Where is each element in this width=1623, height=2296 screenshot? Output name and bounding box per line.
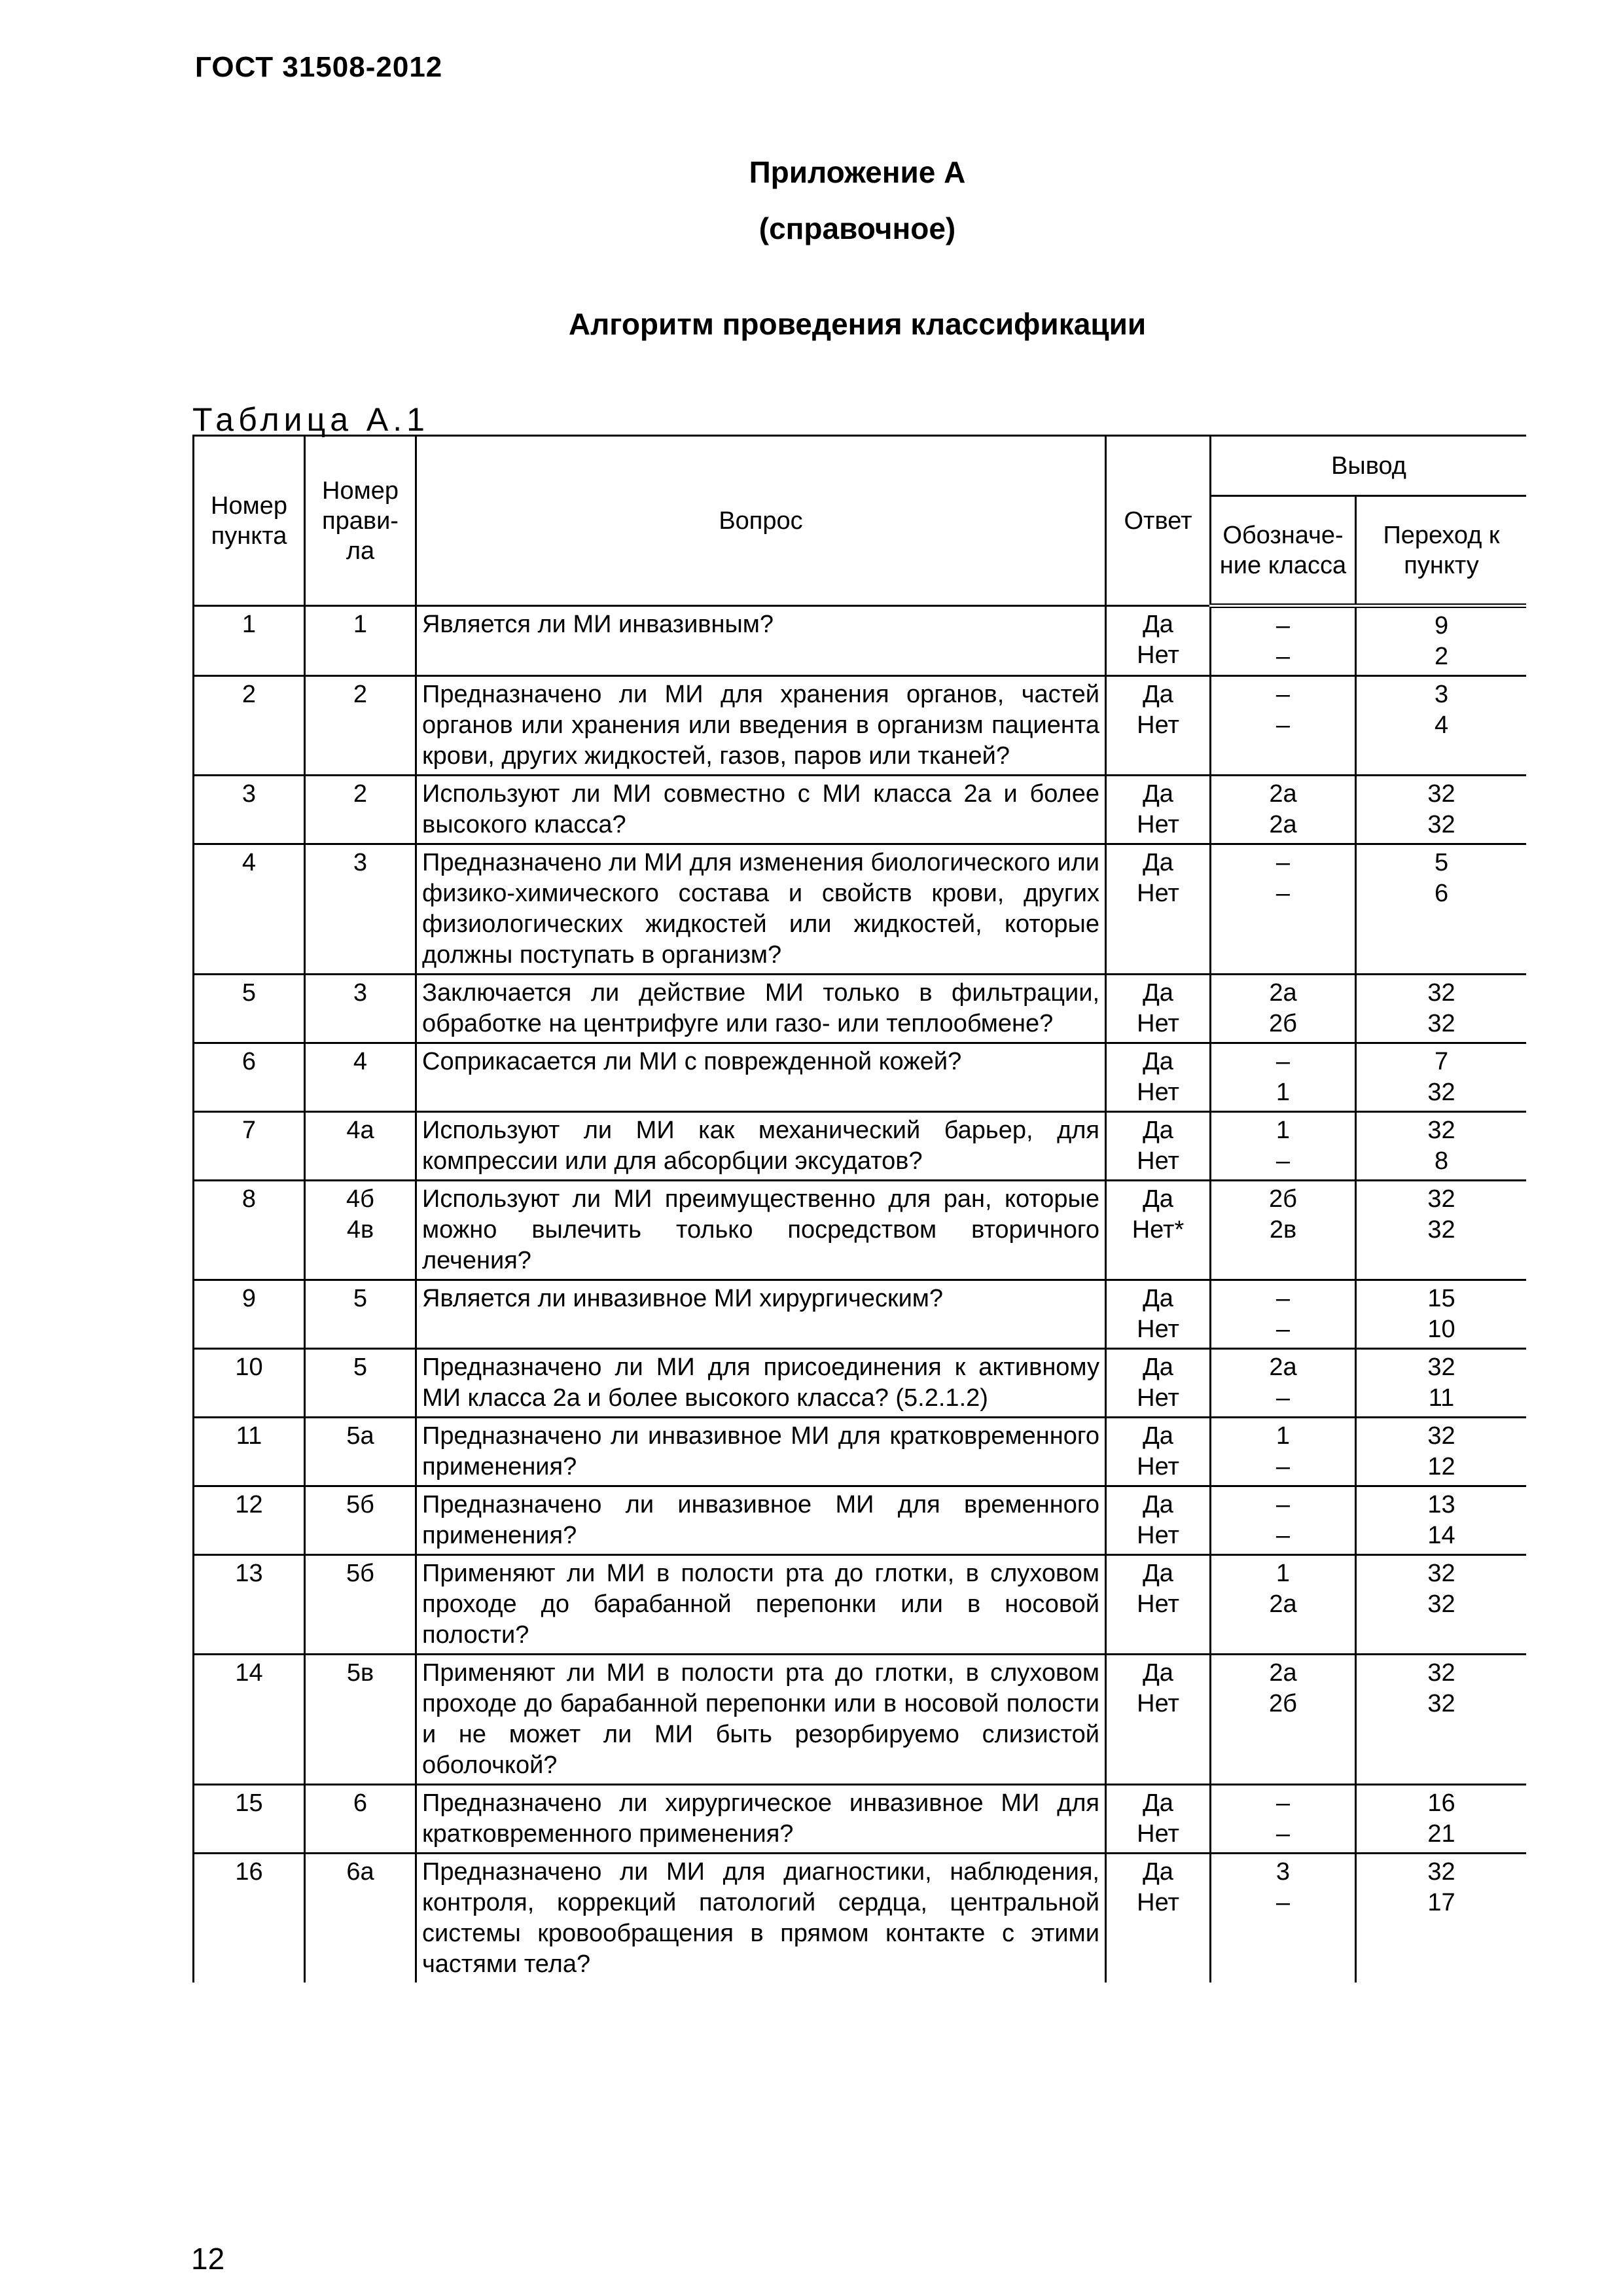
cell-rule-number: 6 bbox=[305, 1785, 416, 1854]
cell-rule-number: 5 bbox=[305, 1280, 416, 1349]
table-row bbox=[194, 1181, 1527, 1280]
cell-answer: Да Нет bbox=[1106, 1349, 1211, 1418]
cell-rule-number: 4б 4в bbox=[305, 1181, 416, 1280]
cell-goto-item: 7 32 bbox=[1356, 1043, 1527, 1112]
table-row bbox=[194, 1112, 1527, 1181]
cell-answer: Да Нет bbox=[1106, 1655, 1211, 1785]
cell-goto-item: 32 8 bbox=[1356, 1112, 1527, 1181]
cell-rule-number: 5а bbox=[305, 1418, 416, 1486]
cell-item-number: 9 bbox=[194, 1280, 305, 1349]
cell-answer: Да Нет bbox=[1106, 606, 1211, 676]
cell-class-designation: 1 2а bbox=[1211, 1555, 1356, 1655]
cell-rule-number: 5б bbox=[305, 1486, 416, 1555]
cell-rule-number: 4 bbox=[305, 1043, 416, 1112]
cell-answer: Да Нет bbox=[1106, 1785, 1211, 1854]
cell-question: Предназначено ли МИ для хранения органов, частей органов или хранения или введения в организм пациента крови, других жидкостей, газов, паров или тканей? bbox=[416, 676, 1106, 776]
cell-question: Заключается ли действие МИ только в фильтрации, обработке на центрифуге или газо- или теплообмене? bbox=[416, 975, 1106, 1043]
cell-question: Соприкасается ли МИ с поврежденной кожей? bbox=[416, 1043, 1106, 1112]
cell-rule-number: 3 bbox=[305, 975, 416, 1043]
cell-question: Предназначено ли МИ для изменения биологического или физико-химического состава и свойств крови, других физиологических жидкостей или жидкостей, которые должны поступать в организм? bbox=[416, 844, 1106, 975]
cell-item-number: 1 bbox=[194, 606, 305, 676]
cell-question: Предназначено ли МИ для диагностики, наблюдения, контроля, коррекций патологий сердца, центральной системы кровообращения в прямом контакте с этими частями тела? bbox=[416, 1854, 1106, 1983]
cell-item-number: 14 bbox=[194, 1655, 305, 1785]
cell-goto-item: 32 17 bbox=[1356, 1854, 1527, 1983]
table-caption: Таблица А.1 bbox=[192, 401, 429, 438]
cell-rule-number: 3 bbox=[305, 844, 416, 975]
cell-item-number: 8 bbox=[194, 1181, 305, 1280]
cell-item-number: 11 bbox=[194, 1418, 305, 1486]
cell-answer: Да Нет* bbox=[1106, 1181, 1211, 1280]
cell-item-number: 3 bbox=[194, 776, 305, 844]
table-row bbox=[194, 606, 1527, 676]
cell-answer: Да Нет bbox=[1106, 1486, 1211, 1555]
cell-item-number: 12 bbox=[194, 1486, 305, 1555]
cell-question: Используют ли МИ совместно с МИ класса 2а и более высокого класса? bbox=[416, 776, 1106, 844]
cell-goto-item: 9 2 bbox=[1356, 606, 1527, 676]
cell-class-designation: 2а – bbox=[1211, 1349, 1356, 1418]
table-row bbox=[194, 1655, 1527, 1785]
table-row bbox=[194, 1854, 1527, 1983]
page-number: 12 bbox=[191, 2242, 225, 2276]
cell-goto-item: 5 6 bbox=[1356, 844, 1527, 975]
cell-item-number: 6 bbox=[194, 1043, 305, 1112]
cell-rule-number: 5 bbox=[305, 1349, 416, 1418]
table-row bbox=[194, 776, 1527, 844]
cell-class-designation: – 1 bbox=[1211, 1043, 1356, 1112]
table-body bbox=[194, 606, 1527, 1983]
cell-rule-number: 5б bbox=[305, 1555, 416, 1655]
cell-rule-number: 4а bbox=[305, 1112, 416, 1181]
cell-question: Предназначено ли хирургическое инвазивное МИ для кратковременного применения? bbox=[416, 1785, 1106, 1854]
cell-answer: Да Нет bbox=[1106, 975, 1211, 1043]
cell-answer: Да Нет bbox=[1106, 844, 1211, 975]
header-question: Вопрос bbox=[416, 436, 1106, 606]
cell-goto-item: 32 12 bbox=[1356, 1418, 1527, 1486]
cell-rule-number: 5в bbox=[305, 1655, 416, 1785]
annex-subtitle: (справочное) bbox=[758, 211, 956, 245]
cell-class-designation: – – bbox=[1211, 1785, 1356, 1854]
cell-class-designation: – – bbox=[1211, 844, 1356, 975]
cell-question: Используют ли МИ как механический барьер, для компрессии или для абсорбции эксудатов? bbox=[416, 1112, 1106, 1181]
cell-answer: Да Нет bbox=[1106, 776, 1211, 844]
cell-class-designation: – – bbox=[1211, 606, 1356, 676]
cell-class-designation: – – bbox=[1211, 1486, 1356, 1555]
table-row bbox=[194, 676, 1527, 776]
cell-goto-item: 32 32 bbox=[1356, 1655, 1527, 1785]
annex-title: Приложение А bbox=[749, 155, 966, 189]
cell-class-designation: 2б 2в bbox=[1211, 1181, 1356, 1280]
annex-heading: Алгоритм проведения классификации bbox=[568, 307, 1147, 341]
cell-goto-item: 32 32 bbox=[1356, 1181, 1527, 1280]
document-id: ГОСТ 31508-2012 bbox=[195, 51, 443, 83]
header-class-designation: Обозначе-ние класса bbox=[1211, 496, 1356, 606]
table-row bbox=[194, 1555, 1527, 1655]
cell-answer: Да Нет bbox=[1106, 1280, 1211, 1349]
cell-item-number: 10 bbox=[194, 1349, 305, 1418]
cell-item-number: 15 bbox=[194, 1785, 305, 1854]
cell-goto-item: 3 4 bbox=[1356, 676, 1527, 776]
cell-item-number: 7 bbox=[194, 1112, 305, 1181]
cell-goto-item: 32 32 bbox=[1356, 776, 1527, 844]
cell-question: Применяют ли МИ в полости рта до глотки, в слуховом проходе до барабанной перепонки или в носовой полости и не может ли МИ быть резорбируемо слизистой оболочкой? bbox=[416, 1655, 1106, 1785]
table-row bbox=[194, 1785, 1527, 1854]
header-item-number: Номер пункта bbox=[194, 436, 305, 606]
table-row bbox=[194, 1486, 1527, 1555]
cell-answer: Да Нет bbox=[1106, 676, 1211, 776]
cell-goto-item: 32 32 bbox=[1356, 975, 1527, 1043]
table-row bbox=[194, 1280, 1527, 1349]
table-row bbox=[194, 1043, 1527, 1112]
cell-item-number: 2 bbox=[194, 676, 305, 776]
cell-class-designation: 3 – bbox=[1211, 1854, 1356, 1983]
cell-question: Предназначено ли инвазивное МИ для временного применения? bbox=[416, 1486, 1106, 1555]
cell-answer: Да Нет bbox=[1106, 1418, 1211, 1486]
cell-goto-item: 32 32 bbox=[1356, 1555, 1527, 1655]
cell-class-designation: 2а 2б bbox=[1211, 975, 1356, 1043]
table-row bbox=[194, 975, 1527, 1043]
classification-table bbox=[192, 435, 1526, 1982]
cell-answer: Да Нет bbox=[1106, 1043, 1211, 1112]
header-output: Вывод bbox=[1211, 436, 1527, 496]
cell-question: Используют ли МИ преимущественно для ран, которые можно вылечить только посредством вторичного лечения? bbox=[416, 1181, 1106, 1280]
classification-table-container bbox=[192, 435, 1526, 2105]
header-goto-item: Переход к пункту bbox=[1356, 496, 1527, 606]
table-row bbox=[194, 844, 1527, 975]
cell-item-number: 4 bbox=[194, 844, 305, 975]
cell-class-designation: – – bbox=[1211, 676, 1356, 776]
header-rule-number: Номер прави-ла bbox=[305, 436, 416, 606]
cell-rule-number: 6а bbox=[305, 1854, 416, 1983]
cell-question: Является ли инвазивное МИ хирургическим? bbox=[416, 1280, 1106, 1349]
table-row bbox=[194, 1349, 1527, 1418]
cell-item-number: 16 bbox=[194, 1854, 305, 1983]
cell-answer: Да Нет bbox=[1106, 1112, 1211, 1181]
cell-class-designation: 2а 2б bbox=[1211, 1655, 1356, 1785]
cell-goto-item: 15 10 bbox=[1356, 1280, 1527, 1349]
cell-item-number: 5 bbox=[194, 975, 305, 1043]
cell-class-designation: 2а 2а bbox=[1211, 776, 1356, 844]
cell-question: Применяют ли МИ в полости рта до глотки, в слуховом проходе до барабанной перепонки или в носовой полости? bbox=[416, 1555, 1106, 1655]
cell-rule-number: 2 bbox=[305, 776, 416, 844]
cell-goto-item: 16 21 bbox=[1356, 1785, 1527, 1854]
header-answer: Ответ bbox=[1106, 436, 1211, 606]
cell-item-number: 13 bbox=[194, 1555, 305, 1655]
cell-class-designation: – – bbox=[1211, 1280, 1356, 1349]
table-row bbox=[194, 1418, 1527, 1486]
cell-class-designation: 1 – bbox=[1211, 1418, 1356, 1486]
cell-goto-item: 13 14 bbox=[1356, 1486, 1527, 1555]
cell-question: Предназначено ли МИ для присоединения к активному МИ класса 2а и более высокого класса? (5.2.1.2) bbox=[416, 1349, 1106, 1418]
cell-rule-number: 2 bbox=[305, 676, 416, 776]
cell-rule-number: 1 bbox=[305, 606, 416, 676]
cell-goto-item: 32 11 bbox=[1356, 1349, 1527, 1418]
cell-question: Является ли МИ инвазивным? bbox=[416, 606, 1106, 676]
cell-class-designation: 1 – bbox=[1211, 1112, 1356, 1181]
cell-answer: Да Нет bbox=[1106, 1854, 1211, 1983]
cell-question: Предназначено ли инвазивное МИ для кратковременного применения? bbox=[416, 1418, 1106, 1486]
cell-answer: Да Нет bbox=[1106, 1555, 1211, 1655]
